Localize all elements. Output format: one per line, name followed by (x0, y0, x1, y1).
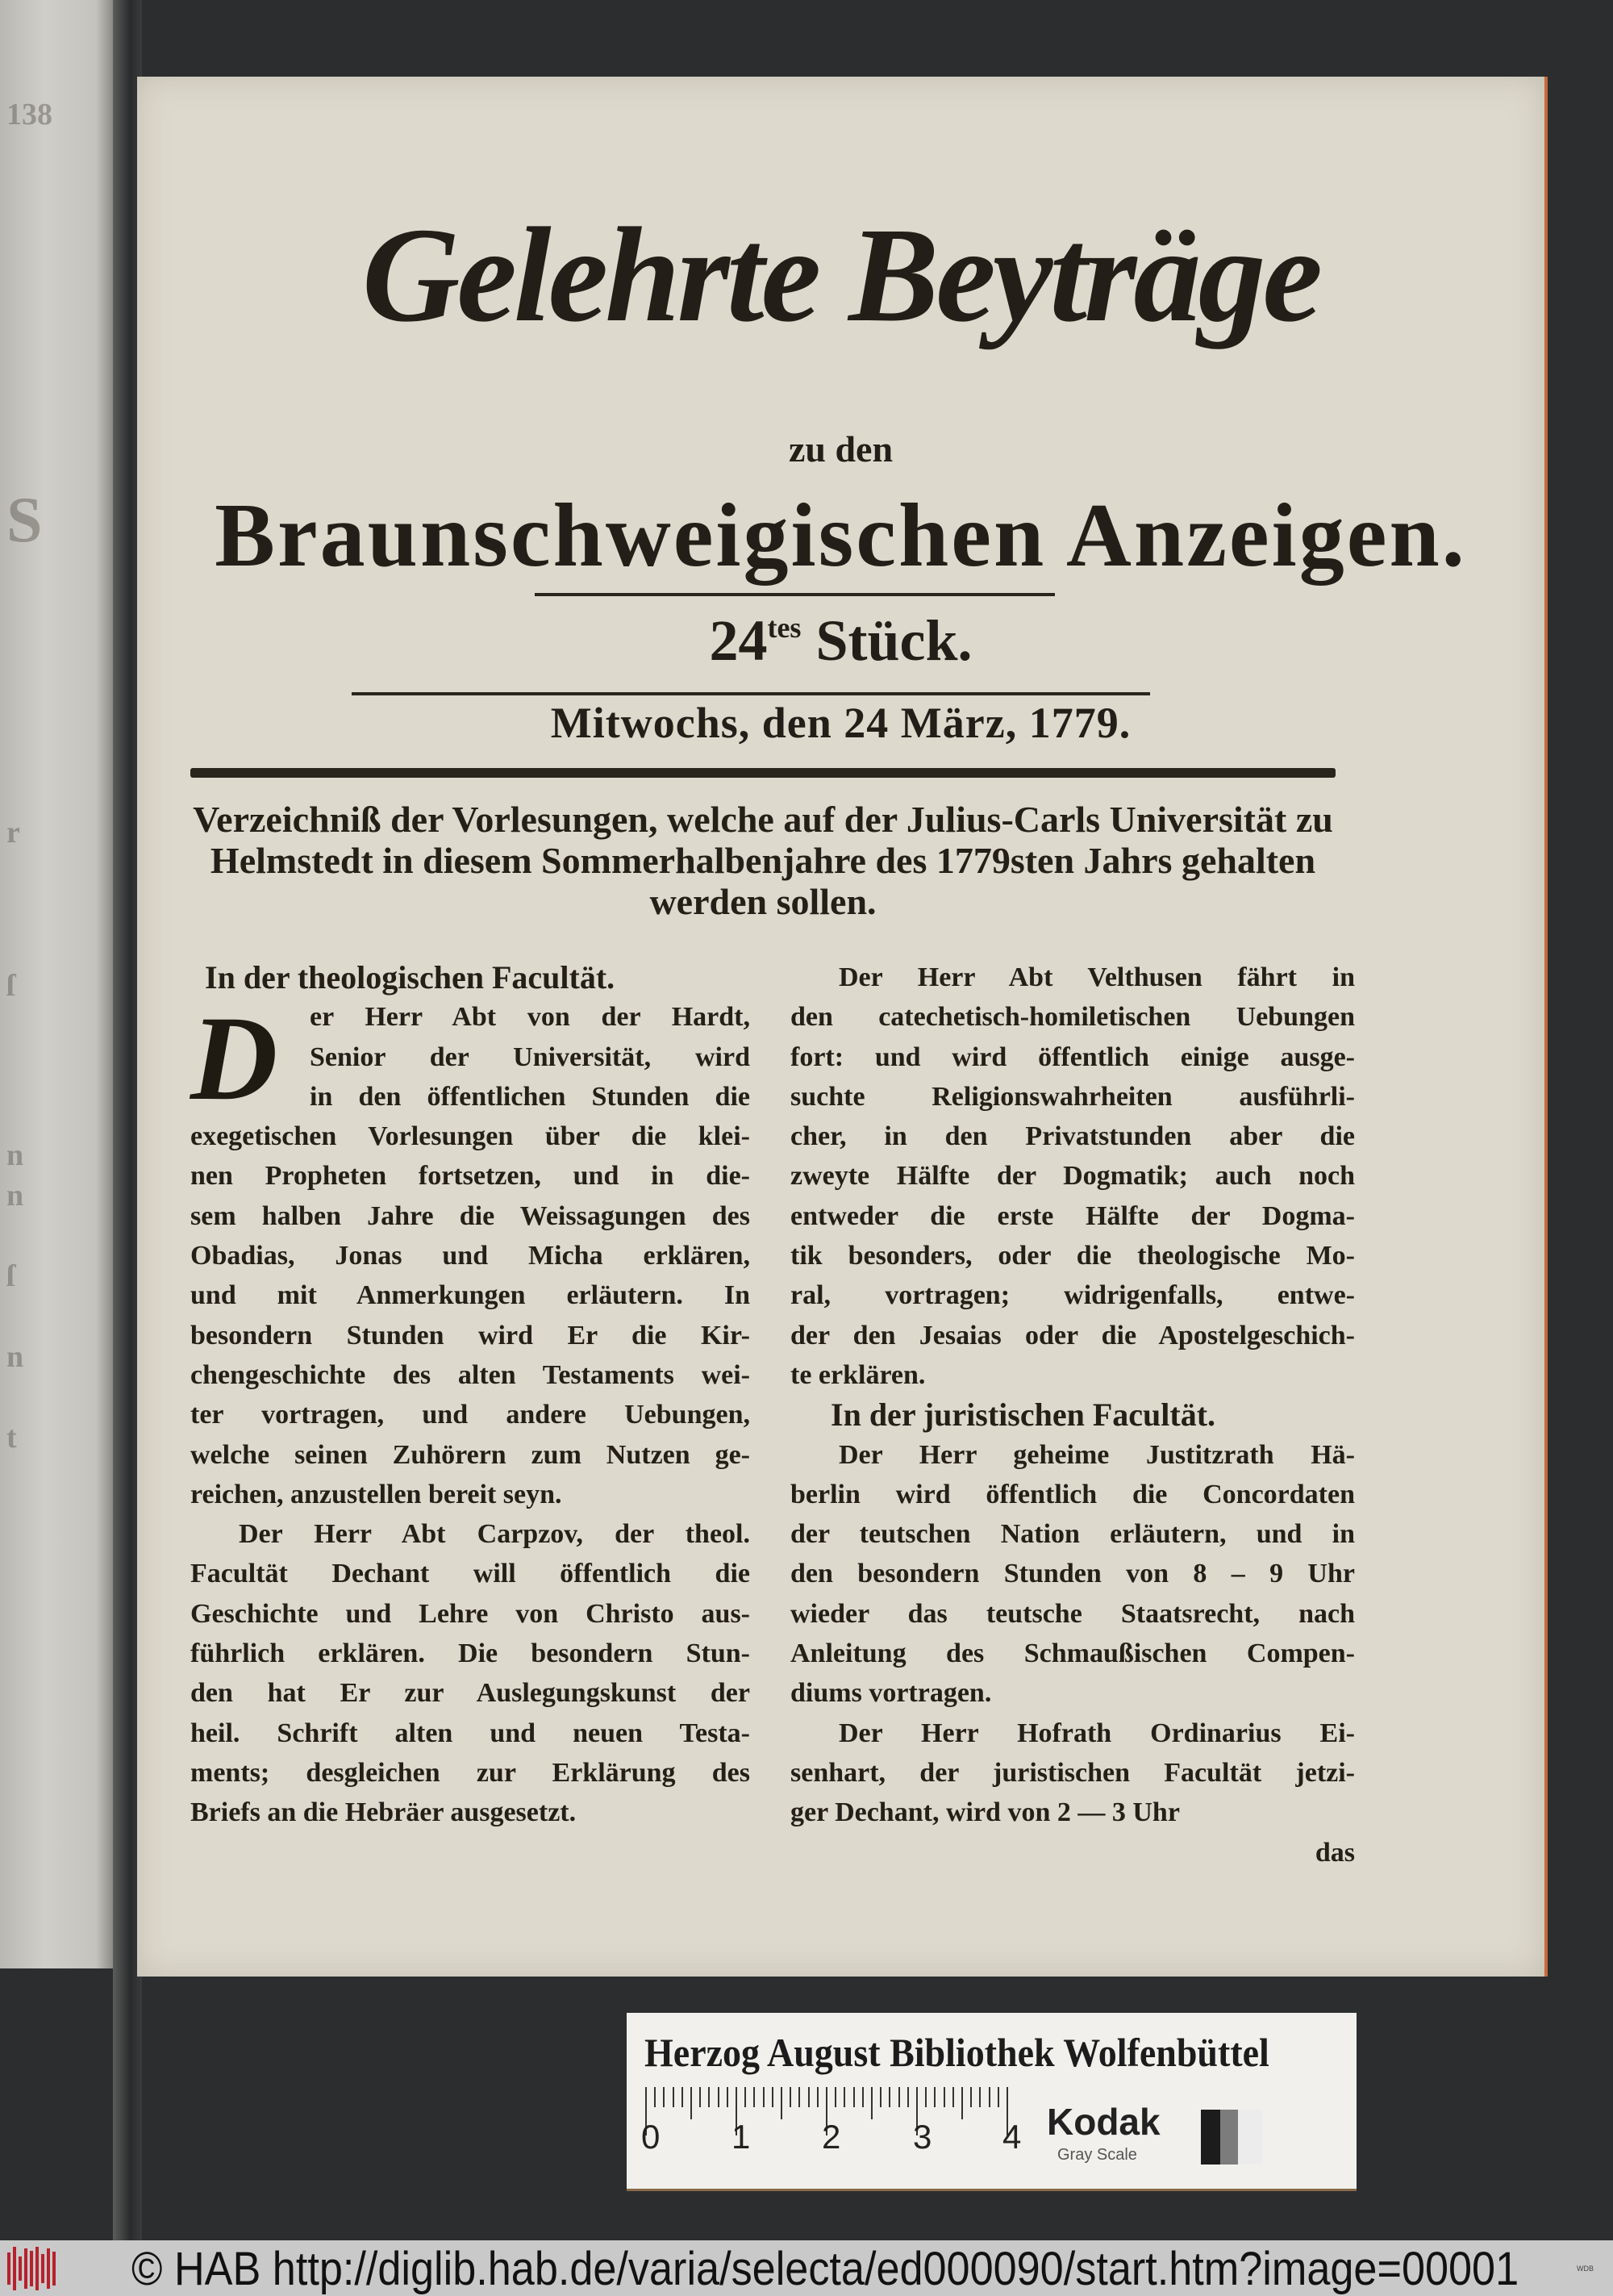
ruler-tick (898, 2087, 900, 2107)
issue-date: Mitwochs, den 24 März, 1779. (550, 699, 1132, 747)
gray-swatch-mid (1220, 2110, 1238, 2165)
text-line: ter vortragen, und andere Uebungen, (190, 1400, 750, 1430)
text-line: den besondern Stunden von 8 – 9 Uhr (790, 1559, 1355, 1589)
logo-bar (19, 2256, 22, 2281)
text-line: nen Propheten fortsetzen, und in die- (190, 1161, 750, 1192)
masthead-title: Gelehrte Beyträge (362, 200, 1319, 350)
prev-page-fragment: r (6, 816, 20, 850)
text-line: der teutschen Nation erläutern, und in (790, 1519, 1355, 1550)
text-line: welche seinen Zuhörern zum Nutzen ge- (190, 1439, 750, 1470)
text-line: senhart, der juristischen Facultät jetzi- (790, 1757, 1355, 1788)
paragraph-haeberlin (790, 1435, 1355, 1714)
text-line: Briefs an die Hebräer ausgesetzt. (190, 1797, 577, 1828)
text-line: wieder das teutsche Staatsrecht, nach (790, 1598, 1355, 1629)
ruler-tick (934, 2087, 936, 2107)
prev-page-fragment: n (6, 1179, 24, 1213)
text-line: Obadias, Jonas und Micha erklären, (190, 1241, 750, 1271)
kodak-logo: Kodak (1047, 2101, 1161, 2143)
text-line: Anleitung des Schmaußischen Compen- (790, 1639, 1355, 1669)
masthead-subtitle: Braunschweigischen Anzeigen. (215, 486, 1467, 586)
logo-bar (7, 2252, 10, 2285)
text-line: ral, vortragen; widrigenfalls, entwe- (790, 1280, 1355, 1311)
ruler-tick (817, 2087, 819, 2107)
text-line: suchte Religionswahrheiten ausführli- (790, 1081, 1355, 1112)
issue-number-suffix: tes (767, 612, 802, 644)
text-line: ger Dechant, wird von 2 — 3 Uhr (790, 1797, 1180, 1828)
text-line: chengeschichte des alten Testaments wei- (190, 1359, 750, 1390)
prev-page-fragment: ſ (6, 1259, 15, 1293)
catchword: das (1315, 1837, 1355, 1868)
library-color-target-card (627, 2013, 1357, 2189)
ruler-tick (862, 2087, 864, 2107)
drop-cap: D (190, 991, 278, 1125)
ruler-tick (690, 2087, 692, 2119)
ruler-tick (961, 2087, 963, 2119)
ruler-tick (998, 2087, 999, 2107)
text-line: Facultät Dechant will öffentlich die (190, 1559, 750, 1589)
right-column (790, 958, 1355, 1872)
ruler-number: 0 (641, 2118, 661, 2156)
ruler-tick (952, 2087, 954, 2107)
paragraph-velthusen (790, 958, 1355, 1395)
paragraph-carpzov (190, 1514, 750, 1832)
text-line: Der Herr geheime Justitzrath Hä- (839, 1439, 1355, 1470)
newspaper-page (137, 77, 1548, 1977)
masthead-zu-den: zu den (788, 428, 894, 470)
ruler-tick (979, 2087, 981, 2107)
text-line: er Herr Abt von der Hardt, (310, 1002, 750, 1033)
wdb-logo-icon (7, 2247, 67, 2290)
text-line: den hat Er zur Auslegungskunst der (190, 1678, 750, 1709)
text-line: ments; desgleichen zur Erklärung des (190, 1757, 750, 1788)
footer-bar (0, 2240, 1613, 2296)
text-line: cher, in den Privatstunden aber die (790, 1121, 1355, 1152)
ruler-tick (699, 2087, 701, 2107)
prev-page-fragment: 138 (6, 98, 52, 131)
text-line: Senior der Universität, wird (310, 1042, 750, 1072)
ruler-tick (889, 2087, 890, 2107)
ruler-tick (835, 2087, 836, 2107)
ruler-tick (944, 2087, 945, 2107)
ruler-tick (781, 2087, 782, 2119)
text-line: berlin wird öffentlich die Concordaten (790, 1479, 1355, 1509)
ruler-tick (853, 2087, 855, 2107)
ruler-number: 4 (1002, 2118, 1022, 2156)
issue-word: Stück. (815, 608, 973, 673)
logo-bar (35, 2247, 39, 2290)
text-line: zweyte Hälfte der Dogmatik; auch noch (790, 1161, 1355, 1192)
ruler-tick (681, 2087, 683, 2107)
text-line: exegetischen Vorlesungen über die klei- (190, 1121, 750, 1152)
logo-bar (47, 2248, 50, 2289)
gray-swatch-black (1201, 2110, 1220, 2165)
text-line: entweder die erste Hälfte der Dogma- (790, 1200, 1355, 1231)
prev-page-fragment: n (6, 1138, 24, 1172)
thick-divider-rule (190, 768, 1336, 778)
left-column (190, 958, 750, 1833)
ruler-tick (989, 2087, 990, 2107)
text-line: besondern Stunden wird Er die Kir- (190, 1320, 750, 1350)
ruler-tick (907, 2087, 909, 2107)
ruler-tick (772, 2087, 773, 2107)
ruler-tick (673, 2087, 674, 2107)
gray-scale-label: Gray Scale (1057, 2146, 1137, 2164)
logo-bar (52, 2252, 56, 2286)
paragraph-eisenhart (790, 1714, 1355, 1833)
ruler-tick (970, 2087, 972, 2107)
ruler-tick (763, 2087, 765, 2107)
text-line: sem halben Jahre die Weissagungen des (190, 1200, 750, 1231)
issue-number-value: 24 (709, 608, 768, 673)
ruler-tick (808, 2087, 810, 2107)
text-line: tik besonders, oder die theologische Mo- (790, 1241, 1355, 1271)
prev-page-fragment: ſ (6, 969, 15, 1003)
ruler-tick (727, 2087, 728, 2107)
prev-page-fragment: S (6, 485, 43, 556)
ruler-tick (844, 2087, 845, 2107)
ruler-tick (744, 2087, 746, 2107)
text-line: der den Jesaias oder die Apostelgeschich- (790, 1320, 1355, 1350)
issue-number (137, 607, 1544, 674)
footer-permalink[interactable]: © HAB http://diglib.hab.de/varia/selecta/ed000090/start.htm?image=00001 (131, 2243, 1519, 2295)
intro-heading: Verzeichniß der Vorlesungen, welche auf der Julius-Carls Universität zu Helmstedt in diesem Sommerhalbenjahre des 1779sten Jahrs gehalten werden sollen. (193, 799, 1333, 922)
text-line: Geschichte und Lehre von Christo aus- (190, 1598, 750, 1629)
ruler-tick (871, 2087, 873, 2119)
gray-swatch-white (1238, 2110, 1262, 2165)
previous-page-edge (0, 0, 113, 1968)
ruler-number: 2 (822, 2118, 841, 2156)
ruler-number: 3 (913, 2118, 932, 2156)
library-name: Herzog August Bibliothek Wolfenbüttel (644, 2030, 1269, 2075)
text-line: führlich erklären. Die besondern Stun- (190, 1639, 750, 1669)
divider-rule (535, 593, 1055, 596)
section-heading-theology: In der theologischen Facultät. (205, 959, 615, 996)
logo-bar (30, 2251, 33, 2286)
divider-rule (352, 692, 1150, 695)
text-line: te erklären. (790, 1359, 926, 1390)
text-line: und mit Anmerkungen erläutern. In (190, 1280, 750, 1311)
wdb-mark: WDB (1577, 2265, 1594, 2273)
text-line: reichen, anzustellen bereit seyn. (190, 1479, 562, 1509)
ruler-tick (790, 2087, 791, 2107)
ruler-tick (798, 2087, 800, 2107)
section-heading-law: In der juristischen Facultät. (831, 1396, 1216, 1434)
logo-bar (13, 2247, 16, 2290)
text-line: heil. Schrift alten und neuen Testa- (190, 1718, 750, 1748)
ruler-tick (925, 2087, 927, 2107)
ruler-tick (718, 2087, 719, 2107)
text-line: Der Herr Abt Velthusen fährt in (839, 962, 1355, 992)
ruler-tick (654, 2087, 656, 2107)
text-line: den catechetisch-homiletischen Uebungen (790, 1002, 1355, 1033)
ruler-tick (663, 2087, 665, 2107)
logo-bar (24, 2248, 27, 2289)
ruler-number: 1 (731, 2118, 751, 2156)
prev-page-fragment: t (6, 1421, 17, 1455)
logo-bar (41, 2254, 44, 2283)
text-line: fort: und wird öffentlich einige ausge- (790, 1042, 1355, 1072)
ruler-tick (708, 2087, 710, 2107)
text-line: in den öffentlichen Stunden die (310, 1081, 750, 1112)
ruler-tick (753, 2087, 755, 2107)
text-line: Der Herr Abt Carpzov, der theol. (239, 1519, 750, 1550)
text-line: Der Herr Hofrath Ordinarius Ei- (839, 1718, 1355, 1748)
text-line: diums vortragen. (790, 1678, 992, 1709)
ruler-tick (880, 2087, 882, 2107)
prev-page-fragment: n (6, 1340, 24, 1374)
